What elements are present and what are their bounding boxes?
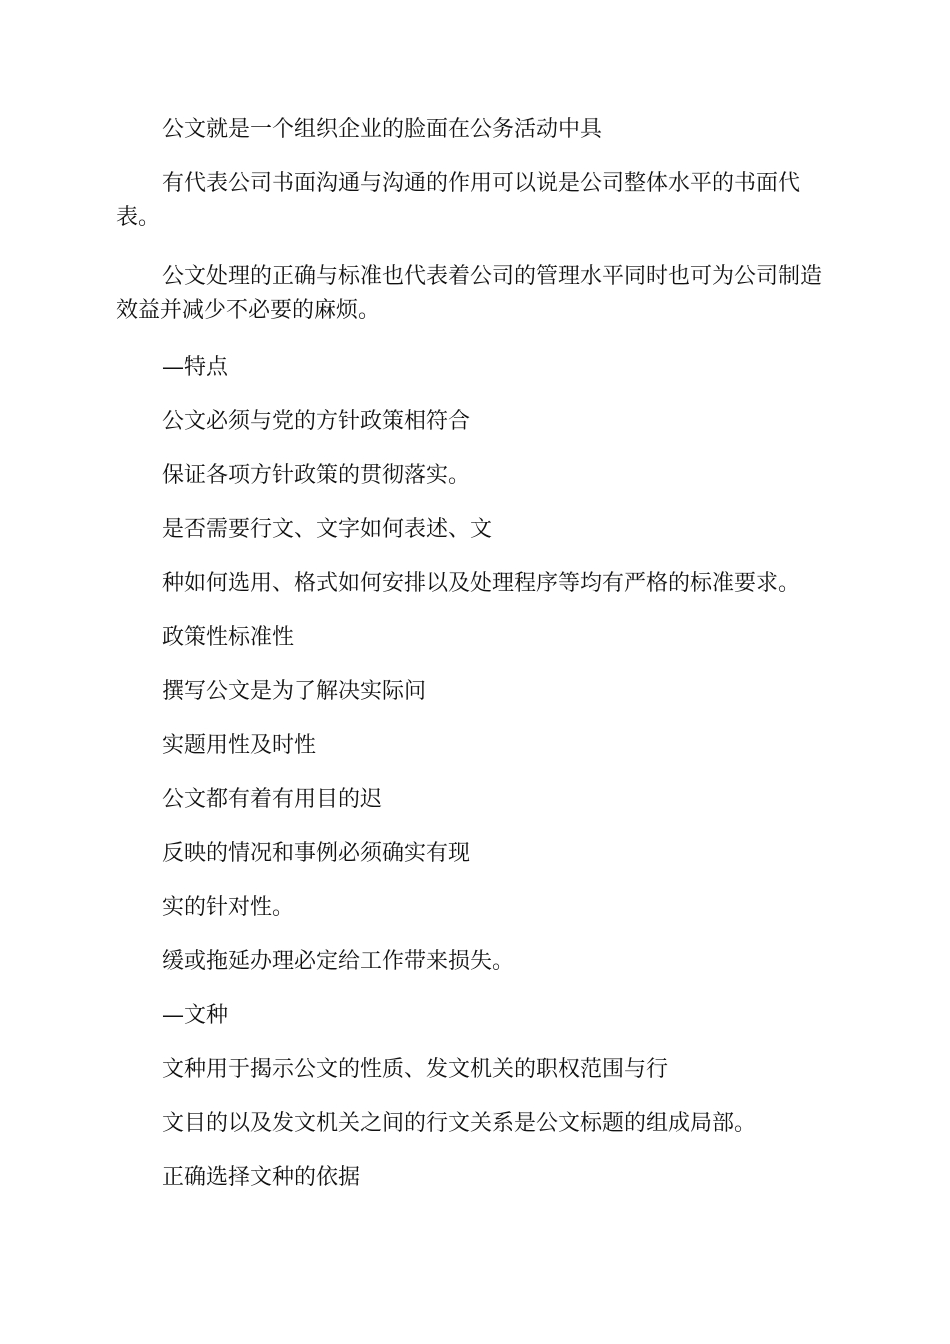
paragraph-7: 是否需要行文、文字如何表述、文 xyxy=(162,517,493,542)
paragraph-13: 反映的情况和事例必须确实有现 xyxy=(162,841,471,866)
paragraph-11: 实题用性及时性 xyxy=(162,733,317,758)
paragraph-9: 政策性标准性 xyxy=(162,625,295,650)
paragraph-8: 种如何选用、格式如何安排以及处理程序等均有严格的标准要求。 xyxy=(162,571,801,596)
paragraph-2: 有代表公司书面沟通与沟通的作用可以说是公司整体水平的书面代表。 xyxy=(116,171,801,230)
paragraph-5: 公文必须与党的方针政策相符合 xyxy=(162,409,471,434)
paragraph-6: 保证各项方针政策的贯彻落实。 xyxy=(162,463,471,488)
paragraph-12: 公文都有着有用目的迟 xyxy=(162,787,383,812)
paragraph-17: 文种用于揭示公文的性质、发文机关的职权范围与行 xyxy=(162,1057,669,1082)
paragraph-10: 撰写公文是为了解决实际问 xyxy=(162,679,427,704)
section-heading-document-types: —文种 xyxy=(162,1003,229,1028)
paragraph-18: 文目的以及发文机关之间的行文关系是公文标题的组成局部。 xyxy=(162,1111,757,1136)
paragraph-19: 正确选择文种的依据 xyxy=(162,1165,361,1190)
paragraph-1: 公文就是一个组织企业的脸面在公务活动中具 xyxy=(162,117,603,142)
paragraph-14: 实的针对性。 xyxy=(162,895,295,920)
paragraph-3: 公文处理的正确与标准也代表着公司的管理水平同时也可为公司制造效益并减少不必要的麻烦。 xyxy=(116,264,823,323)
section-heading-features: —特点 xyxy=(162,355,229,380)
paragraph-15: 缓或拖延办理必定给工作带来损失。 xyxy=(162,949,515,974)
